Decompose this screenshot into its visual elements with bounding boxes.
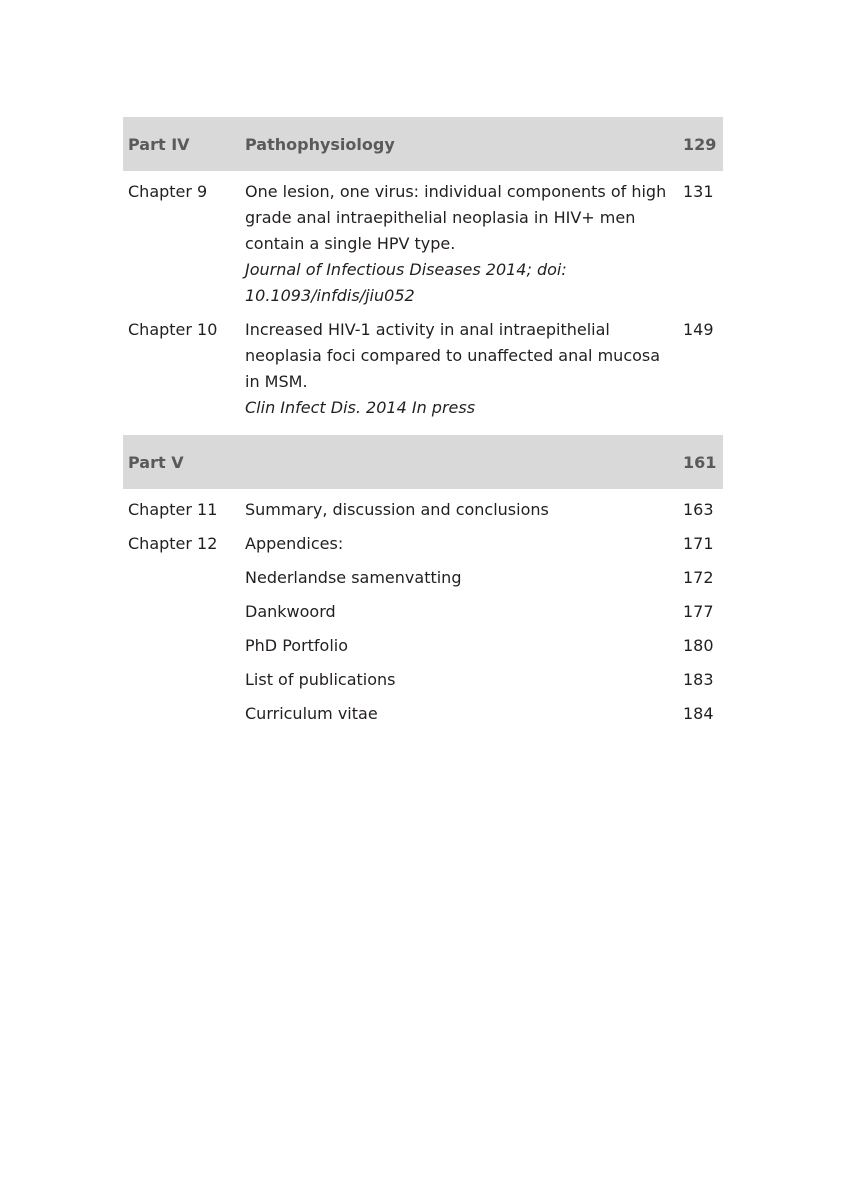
chapter-title: Summary, discussion and conclusions	[245, 500, 549, 519]
part-page-number: 129	[683, 134, 717, 154]
chapter-10-entry	[123, 317, 723, 421]
chapter-title: Increased HIV-1 activity in anal intraepithelial neoplasia foci compared to unaffected anal mucosa in MSM.	[245, 320, 661, 391]
chapter-page-number: 131	[683, 182, 714, 201]
appendix-title: List of publications	[245, 670, 396, 689]
chapter-12-entry	[123, 531, 723, 557]
appendix-page-number: 177	[683, 602, 714, 621]
chapter-page-number: 149	[683, 320, 714, 339]
chapter-label: Chapter 9	[128, 182, 208, 201]
chapter-title-block	[245, 179, 683, 309]
appendix-entry	[123, 633, 723, 659]
appendix-page-number: 172	[683, 568, 714, 587]
part-page-number: 161	[683, 452, 717, 472]
table-of-contents	[123, 117, 723, 727]
chapter-title: One lesion, one virus: individual components of high grade anal intraepithelial neoplasia in HIV+ men contain a single HPV type.	[245, 182, 667, 253]
chapter-title-block	[245, 317, 683, 421]
part-label: Part V	[128, 452, 184, 472]
part-label: Part IV	[128, 134, 190, 154]
chapter-9-entry	[123, 179, 723, 309]
appendix-entry	[123, 599, 723, 625]
part-title: Pathophysiology	[245, 134, 395, 154]
chapter-label: Chapter 10	[128, 320, 218, 339]
chapter-title: Appendices:	[245, 534, 344, 553]
chapter-11-entry	[123, 497, 723, 523]
chapter-label: Chapter 12	[128, 534, 218, 553]
appendix-entry	[123, 701, 723, 727]
chapter-label: Chapter 11	[128, 500, 218, 519]
chapter-page-number: 163	[683, 500, 714, 519]
appendix-entry	[123, 565, 723, 591]
appendix-title: Nederlandse samenvatting	[245, 568, 462, 587]
appendix-page-number: 183	[683, 670, 714, 689]
appendix-page-number: 184	[683, 704, 714, 723]
chapter-reference: Journal of Infectious Diseases 2014; doi: 10.1093/infdis/jiu052	[245, 260, 567, 305]
part-v-header	[123, 435, 723, 489]
appendix-title: Curriculum vitae	[245, 704, 378, 723]
chapter-page-number: 171	[683, 534, 714, 553]
appendix-page-number: 180	[683, 636, 714, 655]
appendix-title: Dankwoord	[245, 602, 336, 621]
chapter-reference: Clin Infect Dis. 2014 In press	[245, 398, 476, 417]
part-iv-header	[123, 117, 723, 171]
appendix-entry	[123, 667, 723, 693]
appendix-title: PhD Portfolio	[245, 636, 349, 655]
